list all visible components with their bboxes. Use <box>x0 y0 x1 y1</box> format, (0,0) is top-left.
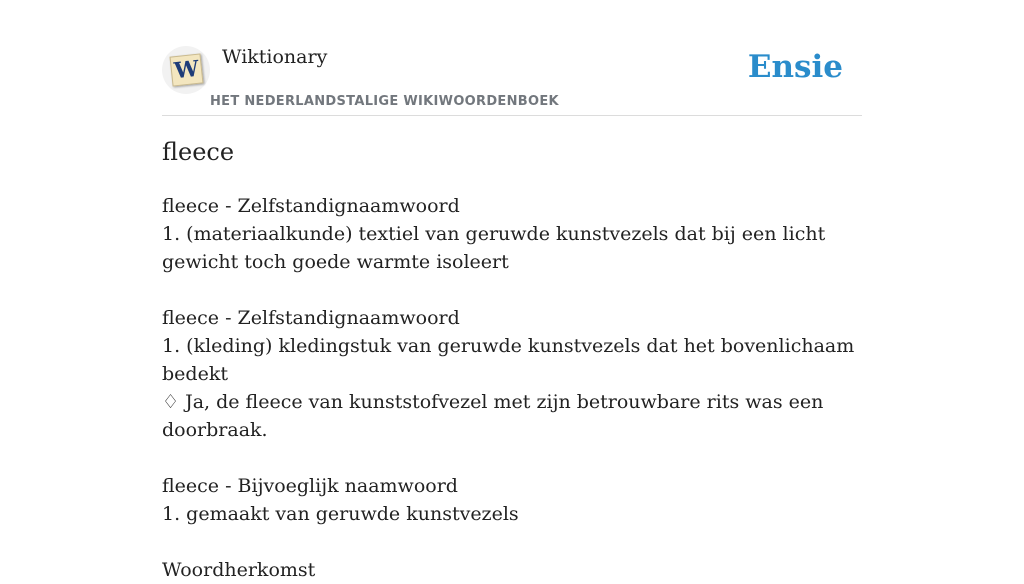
wiktionary-tile-icon: W <box>170 53 204 86</box>
definition-block <box>162 304 862 444</box>
wiktionary-logo[interactable] <box>162 46 210 94</box>
spacer <box>162 528 862 556</box>
definition-block <box>162 472 862 528</box>
definition-text: 1. (kleding) kledingstuk van geruwde kunstvezels dat het bovenlichaam bedekt <box>162 335 855 385</box>
definition-block <box>162 192 862 276</box>
site-name[interactable]: Wiktionary <box>222 46 328 68</box>
page-title: fleece <box>162 138 235 166</box>
example-sentence: ♢ Ja, de fleece van kunststofvezel met zijn betrouwbare rits was een doorbraak. <box>162 391 824 441</box>
ensie-brand-link[interactable]: Ensie <box>747 49 843 85</box>
spacer <box>162 276 862 304</box>
spacer <box>162 444 862 472</box>
part-of-speech-line: fleece - Zelfstandignaamwoord <box>162 195 460 217</box>
part-of-speech-line: fleece - Bijvoeglijk naamwoord <box>162 475 458 497</box>
definition-text: 1. gemaakt van geruwde kunstvezels <box>162 503 519 525</box>
part-of-speech-line: fleece - Zelfstandignaamwoord <box>162 307 460 329</box>
site-tagline: HET NEDERLANDSTALIGE WIKIWOORDENBOEK <box>210 94 559 109</box>
site-header <box>162 38 862 116</box>
definition-text: 1. (materiaalkunde) textiel van geruwde kunstvezels dat bij een licht gewicht toch goede warmte isoleert <box>162 223 826 273</box>
entry-content <box>162 192 862 584</box>
section-heading-etymology: Woordherkomst <box>162 559 316 581</box>
